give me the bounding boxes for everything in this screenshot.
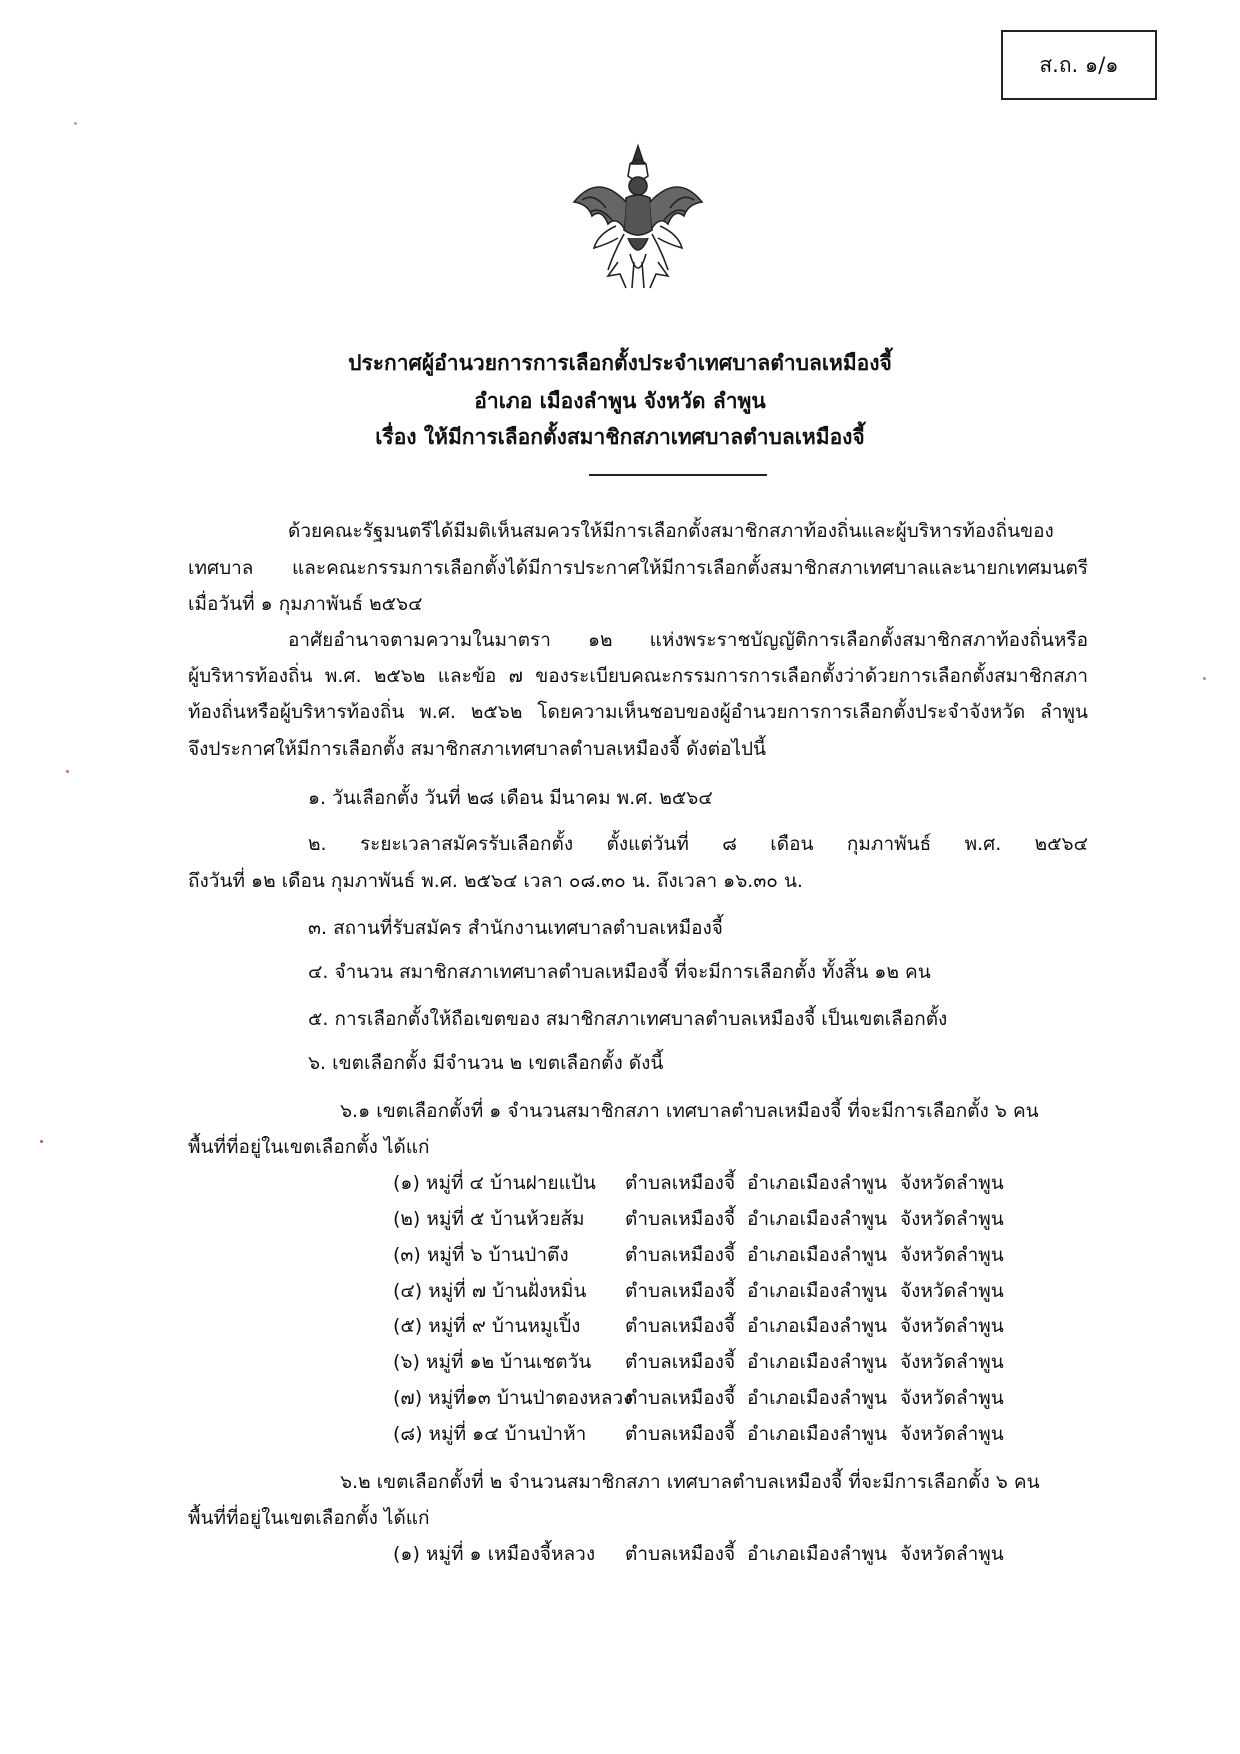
village-no: (๔) หมู่ที่ ๗ บ้านฝั่งหมิ่น — [393, 1280, 587, 1302]
item-district-basis: ๕. การเลือกตั้งให้ถือเขตของ สมาชิกสภาเทศบาลตำบลเหมืองจี้ เป็นเขตเลือกตั้ง — [308, 1008, 948, 1030]
scan-speck — [40, 1140, 43, 1143]
village-province: จังหวัดลำพูน — [900, 1315, 1004, 1337]
village-province: จังหวัดลำพูน — [900, 1351, 1004, 1373]
village-amphoe: อำเภอเมืองลำพูน — [747, 1543, 888, 1565]
village-province: จังหวัดลำพูน — [900, 1172, 1004, 1194]
village-no: (๕) หมู่ที่ ๙ บ้านหมูเปิ้ง — [393, 1315, 581, 1337]
item-election-date: ๑. วันเลือกตั้ง วันที่ ๒๘ เดือน มีนาคม พ.ศ. ๒๕๖๔ — [308, 787, 713, 809]
village-no: (๑) หมู่ที่ ๑ เหมืองจี้หลวง — [393, 1543, 596, 1565]
village-amphoe: อำเภอเมืองลำพูน — [747, 1315, 888, 1337]
paragraph1-line3: เมื่อวันที่ ๑ กุมภาพันธ์ ๒๕๖๔ — [188, 593, 423, 615]
announcement-title: ประกาศผู้อำนวยการการเลือกตั้งประจำเทศบาลตำบลเหมืองจี้ — [348, 351, 892, 375]
zone1-village-row — [393, 1204, 1013, 1234]
zone1-village-row — [393, 1276, 1013, 1306]
village-amphoe: อำเภอเมืองลำพูน — [747, 1351, 888, 1373]
village-province: จังหวัดลำพูน — [900, 1423, 1004, 1445]
item-district-count: ๖. เขตเลือกตั้ง มีจำนวน ๒ เขตเลือกตั้ง ดังนี้ — [308, 1052, 664, 1074]
scan-speck — [1203, 677, 1206, 680]
village-amphoe: อำเภอเมืองลำพูน — [747, 1208, 888, 1230]
zone1-village-row — [393, 1311, 1013, 1341]
zone1-village-row — [393, 1419, 1013, 1449]
village-tambon: ตำบลเหมืองจี้ — [625, 1280, 736, 1302]
village-tambon: ตำบลเหมืองจี้ — [625, 1543, 736, 1565]
village-no: (๑) หมู่ที่ ๔ บ้านฝายแป้น — [393, 1172, 596, 1194]
village-amphoe: อำเภอเมืองลำพูน — [747, 1172, 888, 1194]
garuda-emblem-icon — [568, 142, 708, 292]
paragraph1-line1: ด้วยคณะรัฐมนตรีได้มีมติเห็นสมควรให้มีการเลือกตั้งสมาชิกสภาท้องถิ่นและผู้บริหารท้องถิ่นของ — [288, 520, 1054, 542]
village-no: (๒) หมู่ที่ ๕ บ้านห้วยส้ม — [393, 1208, 585, 1230]
paragraph2-line1: อาศัยอำนาจตามความในมาตรา ๑๒ แห่งพระราชบัญญัติการเลือกตั้งสมาชิกสภาท้องถิ่นหรือ — [288, 629, 1088, 651]
village-province: จังหวัดลำพูน — [900, 1280, 1004, 1302]
zone1-village-row — [393, 1168, 1013, 1198]
zone2-subheading: พื้นที่ที่อยู่ในเขตเลือกตั้ง ได้แก่ — [188, 1507, 430, 1529]
village-no: (๘) หมู่ที่ ๑๔ บ้านป่าห้า — [393, 1423, 587, 1445]
village-tambon: ตำบลเหมืองจี้ — [625, 1172, 736, 1194]
village-tambon: ตำบลเหมืองจี้ — [625, 1244, 736, 1266]
form-code-box: ส.ถ. ๑/๑ — [1001, 30, 1157, 100]
scan-speck — [66, 770, 69, 773]
village-no: (๖) หมู่ที่ ๑๒ บ้านเชตวัน — [393, 1351, 592, 1373]
village-amphoe: อำเภอเมืองลำพูน — [747, 1280, 888, 1302]
zone1-village-row — [393, 1383, 1013, 1413]
paragraph2-line2: ผู้บริหารท้องถิ่น พ.ศ. ๒๕๖๒ และข้อ ๗ ของระเบียบคณะกรรมการการเลือกตั้งว่าด้วยการเลือกตั้งสมาชิกสภา — [188, 665, 1088, 687]
item-application-period-cont: ถึงวันที่ ๑๒ เดือน กุมภาพันธ์ พ.ศ. ๒๕๖๔ เวลา ๐๘.๓๐ น. ถึงเวลา ๑๖.๓๐ น. — [188, 870, 803, 892]
village-province: จังหวัดลำพูน — [900, 1543, 1004, 1565]
village-no: (๓) หมู่ที่ ๖ บ้านป่าตึง — [393, 1244, 569, 1266]
paragraph2-line3: ท้องถิ่นหรือผู้บริหารท้องถิ่น พ.ศ. ๒๕๖๒ โดยความเห็นชอบของผู้อำนวยการการเลือกตั้งประจำจังหวัด ลำพูน — [188, 701, 1088, 723]
village-province: จังหวัดลำพูน — [900, 1244, 1004, 1266]
title-divider — [589, 474, 767, 476]
item-application-period: ๒. ระยะเวลาสมัครรับเลือกตั้ง ตั้งแต่วันที่ ๘ เดือน กุมภาพันธ์ พ.ศ. ๒๕๖๔ — [308, 833, 1088, 855]
announcement-subject: เรื่อง ให้มีการเลือกตั้งสมาชิกสภาเทศบาลตำบลเหมืองจี้ — [375, 425, 865, 449]
paragraph1-line2: เทศบาล และคณะกรรมการเลือกตั้งได้มีการประกาศให้มีการเลือกตั้งสมาชิกสภาเทศบาลและนายกเทศมนตรี — [188, 557, 1088, 579]
zone1-subheading: พื้นที่ที่อยู่ในเขตเลือกตั้ง ได้แก่ — [188, 1136, 430, 1158]
village-tambon: ตำบลเหมืองจี้ — [625, 1315, 736, 1337]
village-tambon: ตำบลเหมืองจี้ — [625, 1423, 736, 1445]
item-application-place: ๓. สถานที่รับสมัคร สำนักงานเทศบาลตำบลเหมืองจี้ — [308, 917, 723, 939]
item-member-count: ๔. จำนวน สมาชิกสภาเทศบาลตำบลเหมืองจี้ ที่จะมีการเลือกตั้ง ทั้งสิ้น ๑๒ คน — [308, 961, 931, 983]
zone1-heading: ๖.๑ เขตเลือกตั้งที่ ๑ จำนวนสมาชิกสภา เทศบาลตำบลเหมืองจี้ ที่จะมีการเลือกตั้ง ๖ คน — [340, 1100, 1039, 1122]
paragraph2-line4: จึงประกาศให้มีการเลือกตั้ง สมาชิกสภาเทศบาลตำบลเหมืองจี้ ดังต่อไปนี้ — [188, 738, 767, 760]
village-amphoe: อำเภอเมืองลำพูน — [747, 1387, 888, 1409]
village-no: (๗) หมู่ที่๑๓ บ้านป่าตองหลวง — [393, 1387, 633, 1409]
zone1-village-row — [393, 1347, 1013, 1377]
zone2-village-row — [393, 1539, 1013, 1569]
announcement-location: อำเภอ เมืองลำพูน จังหวัด ลำพูน — [474, 389, 766, 413]
zone1-village-row — [393, 1240, 1013, 1270]
village-amphoe: อำเภอเมืองลำพูน — [747, 1423, 888, 1445]
zone2-heading: ๖.๒ เขตเลือกตั้งที่ ๒ จำนวนสมาชิกสภา เทศบาลตำบลเหมืองจี้ ที่จะมีการเลือกตั้ง ๖ คน — [340, 1471, 1040, 1493]
village-province: จังหวัดลำพูน — [900, 1208, 1004, 1230]
village-tambon: ตำบลเหมืองจี้ — [625, 1208, 736, 1230]
village-province: จังหวัดลำพูน — [900, 1387, 1004, 1409]
village-tambon: ตำบลเหมืองจี้ — [625, 1387, 736, 1409]
village-amphoe: อำเภอเมืองลำพูน — [747, 1244, 888, 1266]
scan-speck — [74, 122, 77, 125]
village-tambon: ตำบลเหมืองจี้ — [625, 1351, 736, 1373]
